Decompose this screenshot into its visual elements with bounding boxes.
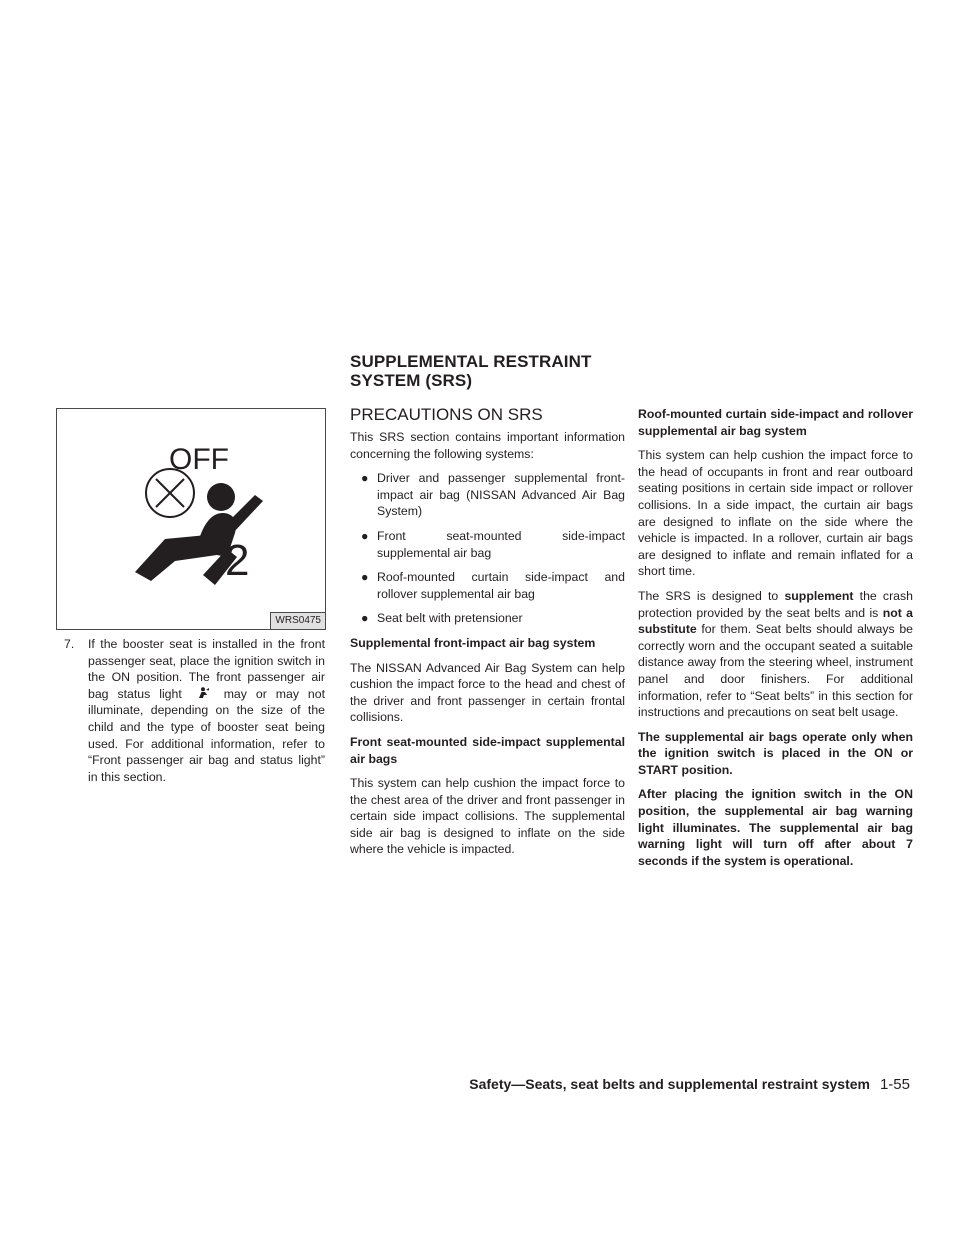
footer-section-title: Safety—Seats, seat belts and supplemental restraint system — [469, 1076, 870, 1092]
front-impact-heading: Supplemental front-impact air bag system — [350, 635, 596, 650]
list-item-text: Roof-mounted curtain side-impact and rollover supplemental air bag — [377, 570, 625, 601]
systems-list — [350, 470, 625, 627]
section-title-line1: SUPPLEMENTAL RESTRAINT — [350, 352, 592, 371]
srs-text-e: for them. Seat belts should always be correctly worn and the occupant seated a suitable distance away from the steering wheel, instrument panel and door finishers. For additional information, refer to “Seat belts” in this section for instructions and precautions on seat belt usage. — [638, 622, 913, 720]
front-impact-text: The NISSAN Advanced Air Bag System can help cushion the impact force to the head and chest of the driver and front passenger in certain frontal collisions. — [350, 660, 625, 725]
item-7-text — [88, 636, 325, 785]
item-7-number: 7. — [64, 637, 75, 651]
ignition-note: The supplemental air bags operate only when the ignition switch is placed in the ON or START position. — [638, 729, 913, 777]
page-footer — [469, 1076, 910, 1093]
list-item — [350, 610, 625, 627]
curtain-airbag-heading: Roof-mounted curtain side-impact and rollover supplemental air bag system — [638, 407, 913, 438]
precautions-heading: PRECAUTIONS ON SRS — [350, 405, 543, 424]
warning-light-note: After placing the ignition switch in the ON position, the supplemental air bag warning light illuminates. The supplemental air bag warning light will turn off after about 7 seconds if the system is operational. — [638, 787, 913, 868]
list-item-text: Seat belt with pretensioner — [377, 611, 523, 626]
section-title — [350, 352, 650, 390]
side-impact-heading: Front seat-mounted side-impact supplemental air bags — [350, 734, 625, 766]
bullet-mark: ● — [361, 528, 369, 543]
item-7-text-part2: may or may not illuminate, depending on the size of the child and the type of booster seat being used. For additional information, refer to “Front passenger air bag and status light” in this section. — [88, 686, 326, 784]
list-item — [350, 470, 625, 520]
precautions-intro: This SRS section contains important information concerning the following systems: — [350, 430, 625, 461]
srs-supplement-paragraph — [638, 588, 913, 721]
list-item — [350, 528, 625, 561]
bullet-mark: ● — [361, 611, 369, 626]
side-impact-text: This system can help cushion the impact force to the chest area of the driver and front passenger in certain side impact collisions. The supplemental side air bag is designed to inflate on the side where the vehicle is impacted. — [350, 776, 625, 857]
list-item-text: Front seat-mounted side-impact supplemental air bag — [377, 528, 625, 560]
off-text: OFF — [169, 443, 229, 476]
srs-text-c: the crash protection provided by the seat belts and is — [638, 588, 914, 620]
passenger-head — [207, 483, 235, 511]
list-item-text: Driver and passenger supplemental front-impact air bag (NISSAN Advanced Air Bag System) — [377, 471, 625, 519]
page-number: 1-55 — [879, 1076, 910, 1093]
srs-text-supplement: supplement — [784, 588, 854, 603]
figure-label: WRS0475 — [270, 612, 325, 629]
item-7 — [64, 636, 325, 785]
bullet-mark: ● — [361, 570, 369, 585]
list-item — [350, 569, 625, 602]
curtain-airbag-text: This system can help cushion the impact force to the head of occupants in front and rear outboard seating positions in certain side impact or rollover collisions. In a side impact, the curtain air bags are designed to inflate on the side where the vehicle is impacted. In a rollover, curtain air bags are designed to inflate and remain inflated for a short time. — [638, 448, 913, 579]
curtain-airbag-column — [638, 406, 913, 877]
bullet-mark: ● — [361, 471, 369, 486]
item-7-text-part1: If the booster seat is installed in the front passenger seat, place the ignition switch in the ON position. The front passenger air bag status light — [88, 637, 325, 701]
airbag-off-illustration — [57, 409, 325, 629]
srs-text-not-substitute: not a substitute — [638, 605, 914, 637]
section-title-line2: SYSTEM (SRS) — [350, 371, 473, 390]
srs-text-a: The SRS is designed to — [638, 588, 785, 603]
passenger-airbag-status-icon — [196, 687, 210, 699]
precautions-column — [350, 405, 625, 866]
digit-text: 2 — [225, 536, 250, 585]
airbag-off-figure — [56, 408, 326, 630]
